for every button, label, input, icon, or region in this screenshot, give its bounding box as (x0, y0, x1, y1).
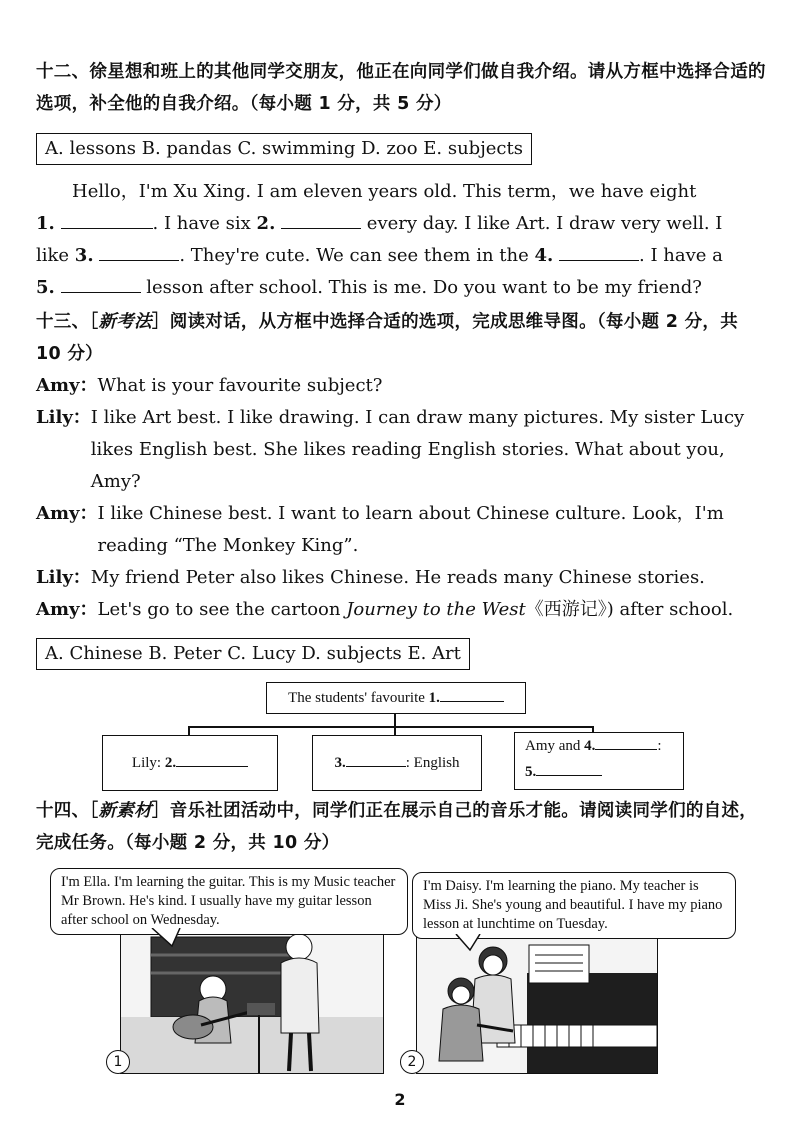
para-text: lesson after school. This is me. Do you want to be my friend? (140, 277, 702, 298)
mindmap-box-english (312, 735, 482, 791)
tag-label: 新考法 (98, 312, 152, 332)
dialogue-text (97, 594, 733, 626)
piano-lesson-illustration (417, 933, 657, 1073)
dialogue-line (36, 594, 758, 626)
mindmap-text: : English (405, 755, 460, 771)
blank-number: 4. (584, 738, 596, 754)
section-13-heading (36, 306, 766, 370)
speaker: Amy： (36, 503, 98, 524)
tag-bracket: ［新考法］ (89, 312, 170, 332)
mindmap-text: The students' favourite (288, 690, 429, 706)
answer-blank-4[interactable] (559, 242, 639, 261)
speaker: Amy： (36, 599, 98, 620)
dialogue-text: My friend Peter also likes Chinese. He reads many Chinese stories. (90, 567, 705, 588)
mindmap-blank-4[interactable] (595, 735, 657, 750)
mindmap-top-box (266, 682, 526, 714)
dialogue-text: I like Chinese best. I want to learn about Chinese culture. Look，I'm reading “The Monkey King”. (97, 503, 724, 556)
para-line-1: Hello，I'm Xu Xing. I am eleven years old. This term，we have eight (72, 181, 697, 202)
mindmap-blank-5[interactable] (536, 761, 602, 776)
bubble-tail-icon (150, 928, 184, 948)
tag-bracket: ［新素材］ (89, 801, 170, 821)
para-text: . I have a (639, 245, 723, 266)
mindmap-box-lily (102, 735, 278, 791)
page-number: 2 (394, 1090, 406, 1109)
intro-paragraph (36, 176, 756, 304)
mindmap-blank-3[interactable] (346, 752, 406, 767)
blank-number: 4. (534, 245, 554, 266)
speech-bubble-ella: I'm Ella. I'm learning the guitar. This is my Music teacher Mr Brown. He's kind. I usually have my guitar lesson after school on Wednesday. (50, 868, 408, 935)
options-box-12: A. lessons B. pandas C. swimming D. zoo E. subjects (36, 133, 532, 165)
para-text: . I have six (152, 213, 257, 234)
mindmap-text: Lily: (131, 755, 165, 771)
mindmap-row (525, 759, 683, 785)
heading-text: 音乐社团活动中，同学们正在展示自己的音乐才能。请阅读同学们的自述，完成任务。（每小题 2 分，共 10 分） (36, 801, 758, 853)
heading-text: 阅读对话，从方框中选择合适的选项，完成思维导图。（每小题 2 分，共 10 分） (36, 312, 738, 364)
blank-number: 5. (525, 764, 537, 780)
section-12-heading: 十二、徐星想和班上的其他同学交朋友，他正在向同学们做自我介绍。请从方框中选择合适的选项，补全他的自我介绍。（每小题 1 分，共 5 分） (36, 62, 766, 114)
picture-panel-2 (416, 932, 658, 1074)
section-14-heading (36, 795, 766, 859)
blank-number: 2. (164, 755, 177, 771)
para-text: like (36, 245, 75, 266)
connector-line (188, 726, 592, 728)
mindmap-text: : (657, 738, 662, 754)
para-line-2 (36, 208, 756, 240)
mindmap-box-amy (514, 732, 684, 790)
guitar-lesson-illustration (121, 933, 383, 1073)
mindmap-blank-1[interactable] (440, 687, 504, 702)
dialogue-line (36, 562, 758, 594)
para-text: . They're cute. We can see them in the (179, 245, 535, 266)
speech-bubble-daisy: I'm Daisy. I'm learning the piano. My teacher is Miss Ji. She's young and beautiful. I have my piano lesson at lunchtime on Tuesday. (412, 872, 736, 939)
para-text: every day. I like Art. I draw very well. I (361, 213, 723, 234)
picture-panel-1 (120, 932, 384, 1074)
dialogue-text: I like Art best. I like drawing. I can draw many pictures. My sister Lucy likes English best. She likes reading English stories. What about you, Amy? (90, 407, 745, 492)
tag-label: 新素材 (98, 801, 152, 821)
para-line-4 (36, 272, 756, 304)
dialogue-text-part: Let's go to see the cartoon (97, 599, 347, 620)
answer-blank-5[interactable] (61, 274, 141, 293)
heading-number: 十四、 (36, 801, 90, 821)
answer-blank-2[interactable] (281, 210, 361, 229)
blank-number: 3. (74, 245, 94, 266)
para-line-3 (36, 240, 756, 272)
speaker: Lily： (36, 407, 91, 428)
panel-number-1: 1 (106, 1050, 130, 1074)
speaker: Amy： (36, 375, 98, 396)
options-box-13: A. Chinese B. Peter C. Lucy D. subjects E. Art (36, 638, 470, 670)
heading-number: 十三、 (36, 312, 90, 332)
speaker: Lily： (36, 567, 91, 588)
blank-number: 3. (334, 755, 346, 771)
dialogue-line (36, 402, 758, 498)
bubble-tail-icon (452, 934, 486, 952)
blank-number: 2. (256, 213, 276, 234)
dialogue-line (36, 370, 758, 402)
dialogue (36, 370, 758, 626)
dialogue-line (36, 498, 758, 562)
dialogue-text: What is your favourite subject? (97, 375, 383, 396)
dialogue-text-part: 《西游记》) after school. (525, 599, 734, 620)
mindmap-row (525, 733, 683, 759)
mind-map (100, 680, 690, 792)
cartoon-title: Journey to the West (346, 599, 526, 620)
mindmap-blank-2[interactable] (176, 752, 248, 767)
blank-number: 1. (428, 690, 440, 706)
blank-number: 1. (36, 213, 55, 234)
answer-blank-1[interactable] (61, 210, 153, 229)
blank-number: 5. (36, 277, 55, 298)
panel-number-2: 2 (400, 1050, 424, 1074)
mindmap-text: Amy and (525, 738, 585, 754)
answer-blank-3[interactable] (99, 242, 179, 261)
